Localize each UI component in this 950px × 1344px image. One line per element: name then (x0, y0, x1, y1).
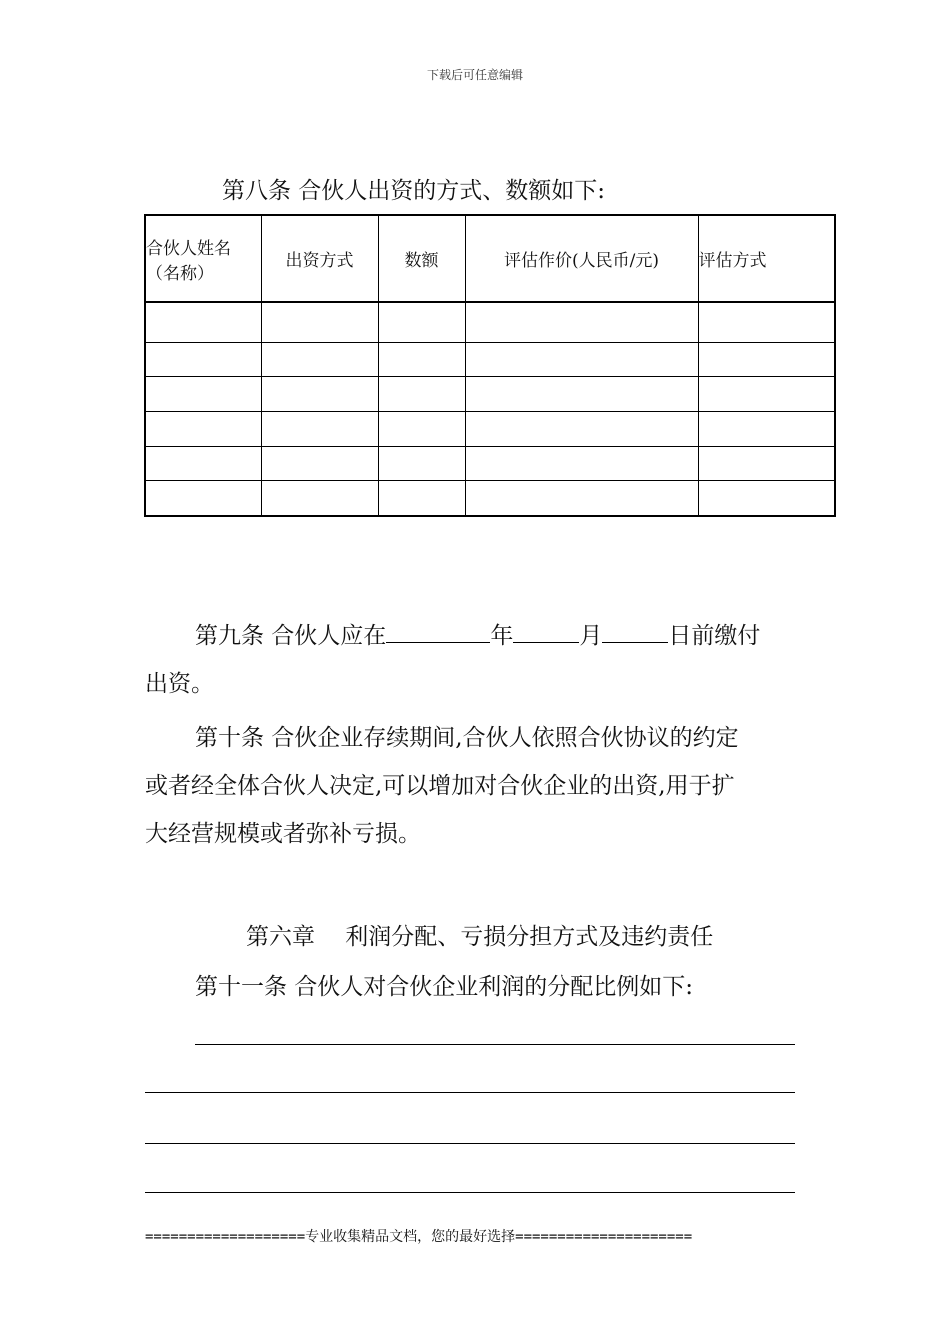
article-10-line2: 或者经全体合伙人决定,可以增加对合伙企业的出资,用于扩 (145, 773, 735, 799)
table-cell (145, 446, 261, 481)
table-cell (698, 302, 835, 342)
article-10-line3: 大经营规模或者弥补亏损。 (145, 821, 421, 847)
table-cell (261, 481, 378, 516)
chapter-heading: 第六章 利润分配、亏损分担方式及违约责任 (246, 924, 714, 950)
table-cell (261, 446, 378, 481)
table-cell (261, 342, 378, 377)
table-row (145, 302, 835, 342)
col-header-contribution-method: 出资方式 (261, 215, 378, 302)
table-cell (465, 302, 698, 342)
table-cell (698, 342, 835, 377)
col-header-partner-name: 合伙人姓名 （名称） (145, 215, 261, 302)
col-header-valuation: 评估作价(人民币/元) (465, 215, 698, 302)
table-cell (378, 342, 465, 377)
year-label: 年 (490, 623, 514, 649)
table-row (145, 481, 835, 516)
table-cell (698, 377, 835, 412)
article-11-heading: 第十一条 合伙人对合伙企业利润的分配比例如下: (195, 974, 694, 1000)
day-blank (602, 612, 668, 643)
month-label: 月 (579, 623, 603, 649)
article-9-text: 第九条 合伙人应在 (195, 623, 387, 649)
table-header-row (145, 215, 835, 302)
table-cell (465, 446, 698, 481)
table-cell (378, 412, 465, 447)
table-cell (145, 481, 261, 516)
article-9 (145, 612, 810, 708)
table-cell (261, 302, 378, 342)
contribution-table (144, 214, 836, 517)
table-cell (465, 342, 698, 377)
table-cell (378, 302, 465, 342)
table-cell (145, 377, 261, 412)
fill-in-line (145, 1092, 795, 1093)
table-cell (698, 481, 835, 516)
table-cell (145, 412, 261, 447)
table-row (145, 342, 835, 377)
page-header: 下载后可任意编辑 (426, 68, 523, 82)
table-cell (698, 446, 835, 481)
article-10-line1: 第十条 合伙企业存续期间,合伙人依照合伙协议的约定 (195, 725, 739, 751)
table-cell (145, 342, 261, 377)
col-header-valuation-method: 评估方式 (698, 215, 835, 302)
table-cell (465, 481, 698, 516)
fill-in-line (145, 1143, 795, 1144)
col-header-amount: 数额 (378, 215, 465, 302)
table-cell (145, 302, 261, 342)
fill-in-line (145, 1192, 795, 1193)
table-row (145, 412, 835, 447)
table-cell (698, 412, 835, 447)
table-cell (378, 377, 465, 412)
table-cell (465, 377, 698, 412)
page-footer: ===================专业收集精品文档，您的最好选择===================== (145, 1229, 693, 1245)
article-10 (145, 714, 810, 858)
month-blank (513, 612, 579, 643)
article-9-line2: 出资。 (145, 671, 214, 697)
table-cell (465, 412, 698, 447)
table-cell (378, 481, 465, 516)
article-8-heading: 第八条 合伙人出资的方式、数额如下: (222, 178, 606, 204)
table-cell (261, 412, 378, 447)
table-cell (378, 446, 465, 481)
fill-in-line (195, 1044, 795, 1045)
day-label: 日前缴付 (668, 623, 761, 649)
year-blank (386, 612, 490, 643)
table-row (145, 446, 835, 481)
table-cell (261, 377, 378, 412)
table-row (145, 377, 835, 412)
